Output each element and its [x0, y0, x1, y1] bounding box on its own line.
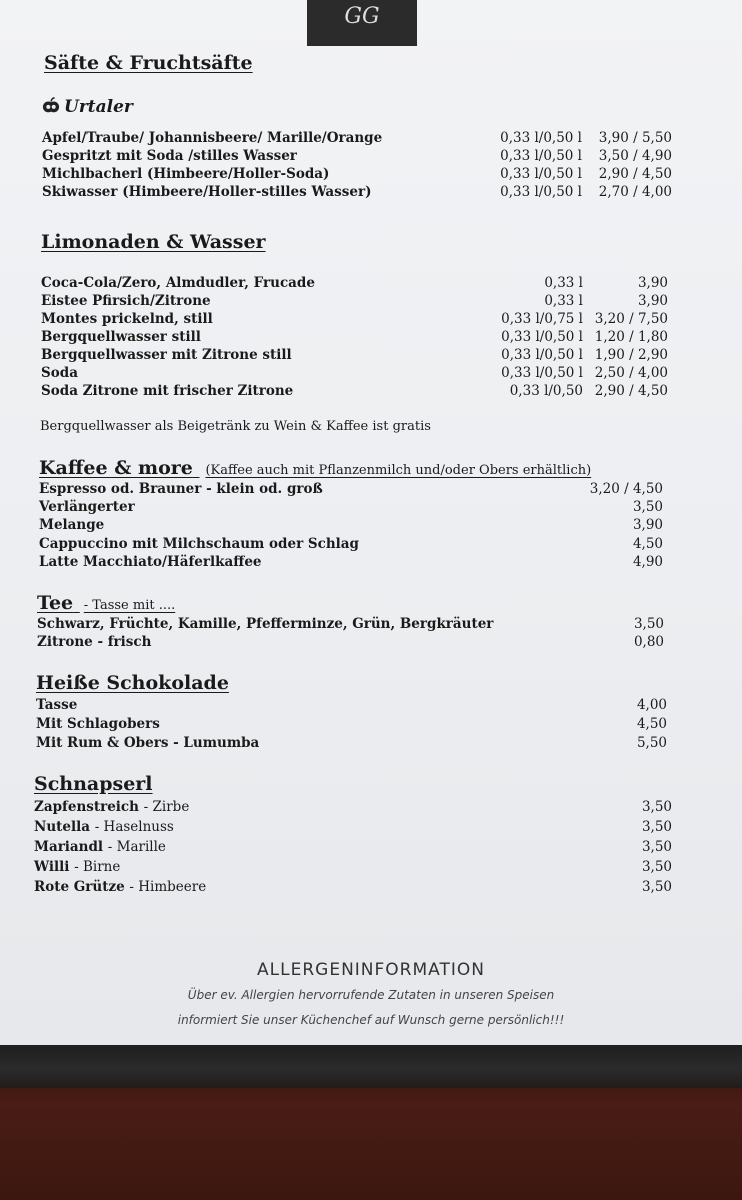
item-price: 2,70 / 4,00: [598, 184, 672, 200]
menu-item: [42, 147, 672, 165]
menu-item: [36, 696, 667, 714]
item-name: [34, 878, 206, 896]
item-volume: 0,33 l/0,50 l: [500, 130, 582, 146]
item-name: Tasse: [36, 697, 78, 713]
item-price: 3,50: [641, 799, 672, 815]
item-name: Verlängerter: [39, 499, 135, 515]
item-price: 3,50 / 4,90: [598, 148, 672, 164]
item-price: 3,50: [641, 839, 672, 855]
item-subname: - Birne: [74, 859, 121, 875]
item-name: Eistee Pfirsich/Zitrone: [41, 293, 211, 309]
item-name: Schwarz, Früchte, Kamille, Pfefferminze, Grün, Bergkräuter: [37, 616, 494, 632]
item-subname: - Marille: [107, 839, 166, 855]
menu-item: [37, 633, 664, 651]
brand-urtaler: [42, 97, 133, 117]
menu-item: [41, 274, 668, 292]
section-note: (Kaffee auch mit Pflanzenmilch und/oder Obers erhältlich): [205, 463, 592, 478]
logo: GG: [307, 0, 417, 46]
item-price: 3,50: [641, 859, 672, 875]
menu-item: [39, 516, 663, 534]
menu-item: [41, 364, 668, 382]
allergen-title: ALLERGENINFORMATION: [257, 960, 485, 980]
item-volume: 0,33 l/0,50: [509, 383, 583, 399]
item-name: Melange: [39, 517, 105, 533]
item-price: 3,90: [637, 275, 668, 291]
menu-item: [41, 292, 668, 310]
item-price: 2,90 / 4,50: [598, 166, 672, 182]
menu-item: [41, 310, 668, 328]
item-price: 4,50: [636, 716, 667, 732]
item-price: 3,50: [632, 499, 663, 515]
menu-item: [39, 553, 663, 571]
item-price: 3,50: [633, 616, 664, 632]
section-title-schokolade: Heiße Schokolade: [36, 672, 229, 694]
item-subname: - Haselnuss: [94, 819, 174, 835]
menu-item: [39, 480, 663, 498]
item-name-text: Willi: [34, 859, 70, 875]
brand-label: Urtaler: [64, 97, 133, 117]
item-price: 5,50: [636, 735, 667, 751]
item-name: Mit Schlagobers: [36, 716, 160, 732]
item-volume: 0,33 l/0,50 l: [501, 329, 583, 345]
item-volume: 0,33 l/0,50 l: [501, 365, 583, 381]
item-name: Montes prickelnd, still: [41, 311, 213, 327]
menu-item: [41, 328, 668, 346]
water-note: Bergquellwasser als Beigetränk zu Wein & Kaffee ist gratis: [40, 419, 431, 434]
apple-icon: [42, 97, 60, 115]
item-volume: 0,33 l/0,50 l: [501, 347, 583, 363]
item-price: 0,80: [633, 634, 664, 650]
item-volume: 0,33 l/0,50 l: [500, 166, 582, 182]
item-name-text: Nutella: [34, 819, 90, 835]
item-name: Latte Macchiato/Häferlkaffee: [39, 554, 262, 570]
item-name: [34, 818, 174, 836]
item-price: 1,90 / 2,90: [594, 347, 668, 363]
item-name: Bergquellwasser mit Zitrone still: [41, 347, 292, 363]
menu-item: [39, 498, 663, 516]
allergen-line-1: Über ev. Allergien hervorrufende Zutaten in unseren Speisen: [187, 988, 555, 1002]
menu-item: [39, 535, 663, 553]
paper-edge-shadow: [0, 1040, 742, 1088]
menu-item: [34, 878, 672, 896]
item-price: 3,20 / 7,50: [594, 311, 668, 327]
item-name-text: Rote Grütze: [34, 879, 125, 895]
menu-item: [34, 818, 672, 836]
menu-item: [42, 183, 672, 201]
item-volume: 0,33 l: [544, 275, 583, 291]
item-price: 3,50: [641, 879, 672, 895]
item-name: Mit Rum & Obers - Lumumba: [36, 735, 260, 751]
item-price: 3,90: [637, 293, 668, 309]
item-volume: 0,33 l/0,50 l: [500, 184, 582, 200]
section-title-tee: [37, 592, 175, 614]
item-subname: - Zirbe: [143, 799, 190, 815]
item-name-text: Mariandl: [34, 839, 104, 855]
section-note: - Tasse mit ....: [83, 598, 176, 613]
menu-item: [36, 715, 667, 733]
menu-item: [34, 798, 672, 816]
item-price: 1,20 / 1,80: [594, 329, 668, 345]
item-name: Coca-Cola/Zero, Almdudler, Frucade: [41, 275, 315, 291]
item-price: 4,00: [636, 697, 667, 713]
item-price: 3,20 / 4,50: [589, 481, 663, 497]
item-price: 4,90: [632, 554, 663, 570]
section-title-limonaden: Limonaden & Wasser: [41, 231, 266, 253]
menu-item: [42, 165, 672, 183]
item-price: 3,90: [632, 517, 663, 533]
item-subname: - Himbeere: [129, 879, 207, 895]
item-name: [34, 858, 120, 876]
item-name: Bergquellwasser still: [41, 329, 201, 345]
section-title-saefte: Säfte & Fruchtsäfte: [44, 52, 253, 74]
item-name: Michlbacherl (Himbeere/Holler-Soda): [42, 166, 330, 182]
item-price: 2,90 / 4,50: [594, 383, 668, 399]
section-title-text: Tee: [37, 592, 74, 614]
menu-item: [34, 858, 672, 876]
item-volume: 0,33 l/0,50 l: [500, 148, 582, 164]
item-volume: 0,33 l/0,75 l: [501, 311, 583, 327]
item-price: 3,90 / 5,50: [598, 130, 672, 146]
menu-item: [36, 734, 667, 752]
item-name: Soda Zitrone mit frischer Zitrone: [41, 383, 294, 399]
item-name: Zitrone - frisch: [37, 634, 152, 650]
item-name: [34, 798, 189, 816]
item-name: Espresso od. Brauner - klein od. groß: [39, 481, 323, 497]
item-name: Cappuccino mit Milchschaum oder Schlag: [39, 536, 359, 552]
allergen-line-2: informiert Sie unser Küchenchef auf Wunsch gerne persönlich!!!: [177, 1013, 565, 1027]
item-name: Soda: [41, 365, 78, 381]
menu-item: [37, 615, 664, 633]
item-price: 4,50: [632, 536, 663, 552]
item-name-text: Zapfenstreich: [34, 799, 139, 815]
item-name: Gespritzt mit Soda /stilles Wasser: [42, 148, 297, 164]
menu-item: [42, 129, 672, 147]
item-price: 3,50: [641, 819, 672, 835]
section-title-schnapserl: Schnapserl: [34, 773, 153, 795]
item-name: [34, 838, 166, 856]
item-name: Skiwasser (Himbeere/Holler-stilles Wasser): [42, 184, 372, 200]
section-title-text: Kaffee & more: [39, 457, 193, 479]
menu-item: [41, 346, 668, 364]
item-volume: 0,33 l: [544, 293, 583, 309]
section-title-kaffee: [39, 457, 591, 479]
menu-item: [34, 838, 672, 856]
item-price: 2,50 / 4,00: [594, 365, 668, 381]
menu-item: [41, 382, 668, 400]
item-name: Apfel/Traube/ Johannisbeere/ Marille/Orange: [42, 130, 383, 146]
